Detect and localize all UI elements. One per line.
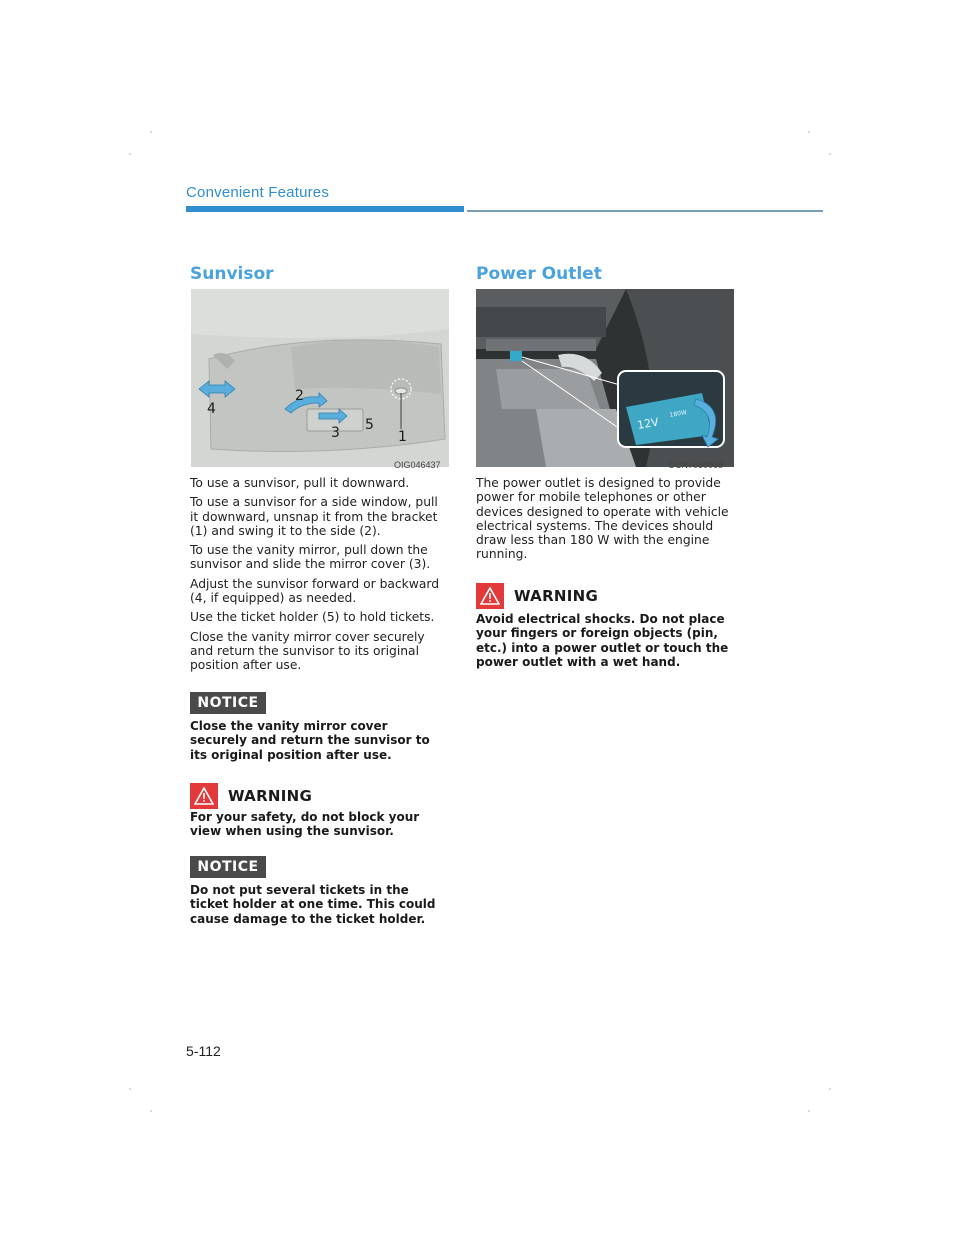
registration-dot <box>129 153 131 155</box>
registration-dot <box>808 1110 810 1112</box>
notice-text: Do not put several tickets in the ticket holder at one time. This could cause damage to the ticket holder. <box>190 883 436 926</box>
callout-4: 4 <box>207 401 216 417</box>
warning-text: Avoid electrical shocks. Do not place your fingers or foreign objects (pin, etc.) into a power outlet or touch the power outlet with a wet hand. <box>476 612 729 669</box>
notice-text: Close the vanity mirror cover securely and return the sunvisor to its original position after use. <box>190 719 430 762</box>
callout-1: 1 <box>398 429 407 445</box>
page-number: 5-112 <box>186 1043 221 1059</box>
callout-3: 3 <box>331 425 340 441</box>
notice-badge: NOTICE <box>190 856 266 878</box>
power-outlet-heading: Power Outlet <box>476 264 602 284</box>
notice-badge: NOTICE <box>190 692 266 714</box>
registration-dot <box>829 1088 831 1090</box>
sunvisor-paragraph: Use the ticket holder (5) to hold tickets. <box>190 610 435 625</box>
sunvisor-figure-code: OIG046437 <box>394 460 441 470</box>
sunvisor-paragraph: To use a sunvisor, pull it downward. <box>190 476 410 490</box>
warning-label: WARNING <box>228 787 313 805</box>
power-outlet-illustration <box>476 289 734 467</box>
registration-dot <box>829 153 831 155</box>
callout-5: 5 <box>365 417 374 433</box>
callout-2: 2 <box>295 388 304 404</box>
registration-dot <box>150 131 152 133</box>
warning-header <box>476 583 598 609</box>
power-outlet-paragraph: The power outlet is designed to provide power for mobile telephones or other devices designed to operate with vehicle electrical systems. The devices should draw less than 180 W with the engine running. <box>476 476 729 562</box>
warning-icon <box>476 583 504 609</box>
warning-icon <box>190 783 218 809</box>
sunvisor-illustration <box>191 289 449 467</box>
power-outlet-figure <box>476 289 734 467</box>
outlet-wattage-label: 180W <box>669 409 688 419</box>
section-header: Convenient Features <box>186 184 330 201</box>
registration-dot <box>808 131 810 133</box>
sunvisor-heading: Sunvisor <box>190 264 274 284</box>
power-outlet-figure-code: OCN7050068 <box>668 460 724 470</box>
header-rule <box>467 210 823 212</box>
sunvisor-paragraph: To use the vanity mirror, pull down the sunvisor and slide the mirror cover (3). <box>190 543 431 572</box>
sunvisor-paragraph: Adjust the sunvisor forward or backward (4, if equipped) as needed. <box>190 576 440 606</box>
registration-dot <box>150 1110 152 1112</box>
sunvisor-body <box>190 476 448 673</box>
sunvisor-paragraph: Close the vanity mirror cover securely and return the sunvisor to its original position after use. <box>190 629 425 673</box>
header-rule-accent <box>186 206 464 212</box>
warning-label: WARNING <box>514 587 599 605</box>
registration-dot <box>129 1088 131 1090</box>
sunvisor-paragraph: To use a sunvisor for a side window, pull it downward, unsnap it from the bracket (1) and swing it to the side (2). <box>190 495 438 538</box>
warning-header <box>190 783 312 809</box>
sunvisor-figure <box>191 289 449 467</box>
outlet-voltage-label: 12V <box>636 415 660 432</box>
warning-text: For your safety, do not block your view when using the sunvisor. <box>190 810 420 839</box>
